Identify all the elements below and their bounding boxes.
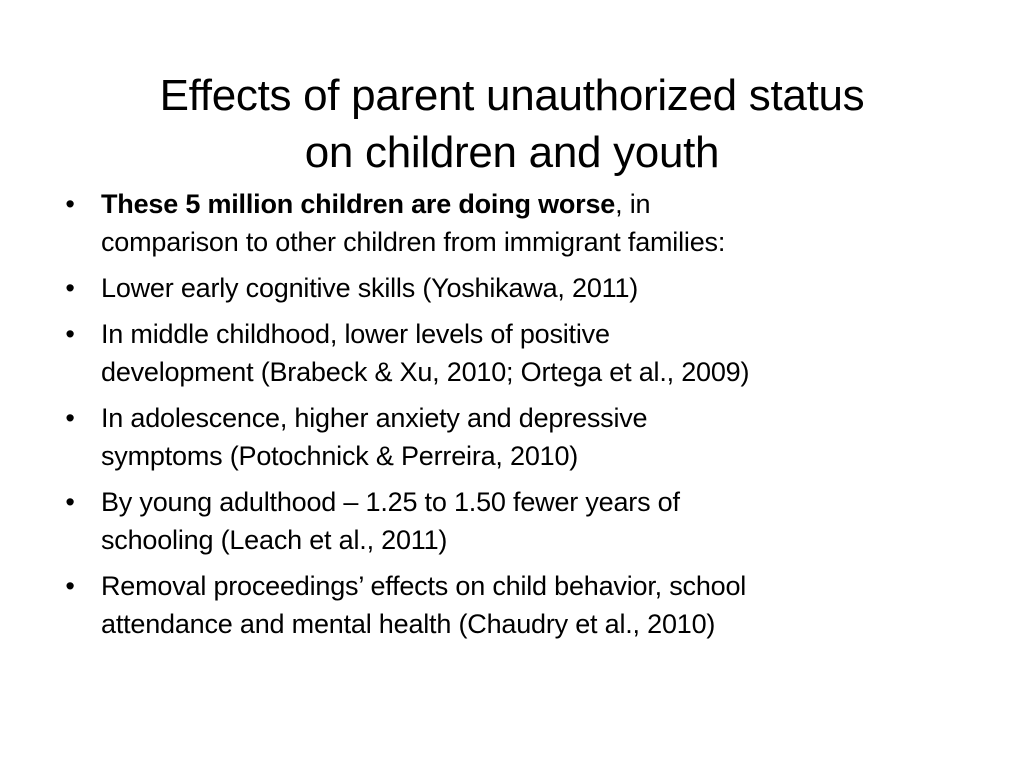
bullet-icon: • [65, 403, 75, 433]
title-line-2: on children and youth [304, 128, 720, 178]
bullet-icon: • [65, 189, 75, 219]
title-line-1: Effects of parent unauthorized status [159, 71, 865, 121]
bullet-line: Removal proceedings’ effects on child behavior, school [101, 571, 747, 601]
bullet-line: In adolescence, higher anxiety and depressive [101, 403, 648, 433]
slide-title [52, 67, 972, 181]
bullet-item-children-worse [60, 185, 970, 261]
bullet-item-cognitive-skills [60, 269, 970, 307]
bullet-line [101, 185, 970, 223]
bullet-line: Lower early cognitive skills (Yoshikawa, 2011) [101, 273, 639, 303]
bullet-line: comparison to other children from immigrant families: [101, 227, 726, 257]
bullet-icon: • [65, 571, 75, 601]
bullet-line: By young adulthood – 1.25 to 1.50 fewer years of [101, 487, 680, 517]
bullet-line: In middle childhood, lower levels of positive [101, 319, 610, 349]
bullet-item-adolescence [60, 399, 970, 475]
bullet-item-removal-proceedings [60, 567, 970, 643]
bullet-icon: • [65, 487, 75, 517]
bullet-text: , in [615, 189, 651, 219]
bullet-list [60, 185, 970, 651]
bullet-item-middle-childhood [60, 315, 970, 391]
bullet-line: schooling (Leach et al., 2011) [101, 525, 448, 555]
bullet-line: symptoms (Potochnick & Perreira, 2010) [101, 441, 579, 471]
bullet-line: attendance and mental health (Chaudry et al., 2010) [101, 609, 716, 639]
bullet-bold-text: These 5 million children are doing worse [101, 189, 616, 219]
bullet-icon: • [65, 319, 75, 349]
bullet-icon: • [65, 273, 75, 303]
bullet-item-young-adulthood [60, 483, 970, 559]
bullet-line: development (Brabeck & Xu, 2010; Ortega et al., 2009) [101, 357, 750, 387]
